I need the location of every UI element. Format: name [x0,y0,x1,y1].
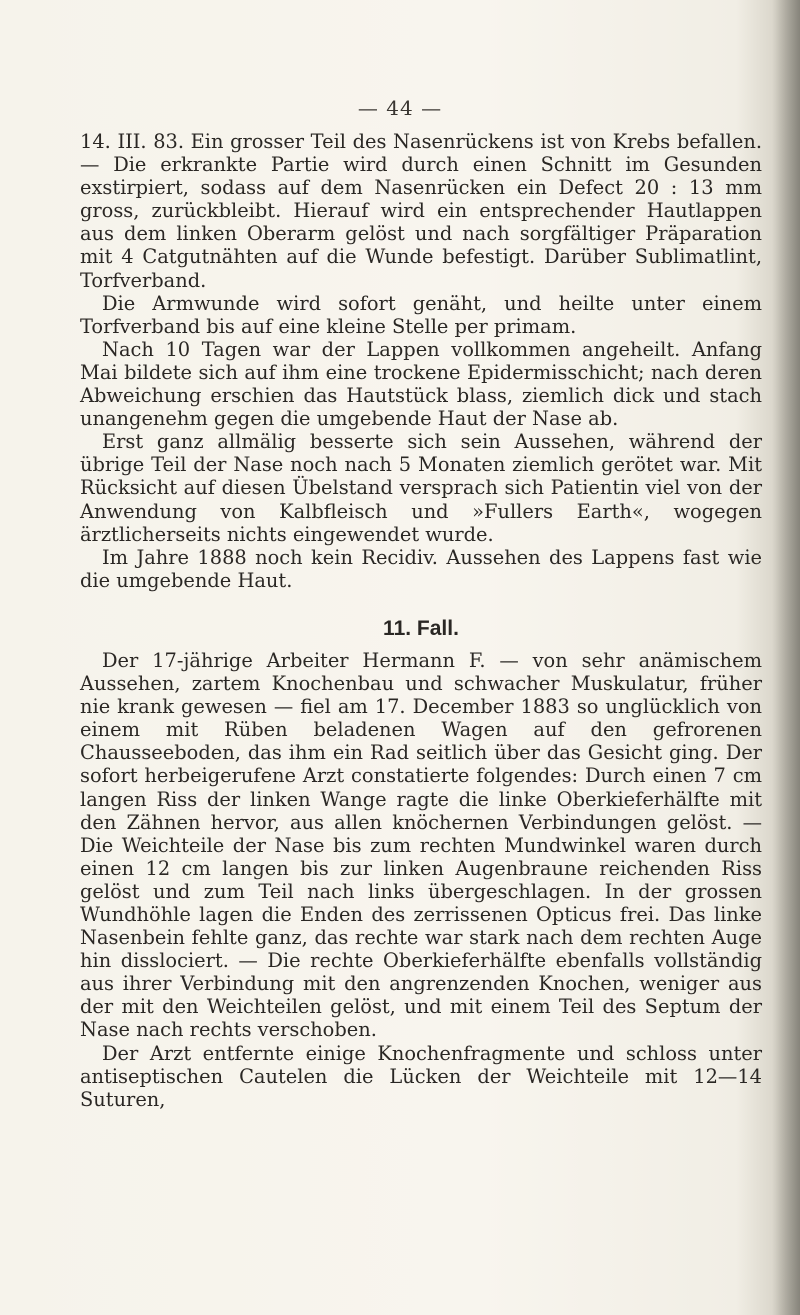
page-number-header: — 44 — [357,96,443,120]
section-heading: 11. Fall. [383,616,459,640]
paragraph-arm-wound: Die Armwunde wird sofort genäht, und heilte unter einem Torfverband bis auf eine kleine Stelle per primam. [80,291,762,338]
paragraph-healing: Nach 10 Tagen war der Lappen vollkommen angeheilt. Anfang Mai bildete sich auf ihm eine trockene Epidermisschicht; nach deren Abweichung erschien das Hautstück blass, ziemlich dick und stach unangenehm gegen die umgebende Haut der Nase ab. [80,337,762,431]
body-text [80,130,762,1111]
paragraph-case-11: Der 17-jährige Arbeiter Hermann F. — von sehr anämischem Aussehen, zartem Knochenbau und schwacher Muskulatur, früher nie krank gewesen — fiel am 17. December 1883 so unglücklich von einem mit Rüben beladenen Wagen auf den gefrorenen Chausseeboden, das ihm ein Rad seitlich über das Gesicht ging. Der sofort herbeigerufene Arzt constatierte folgendes: Durch einen 7 cm langen Riss der linken Wange ragte die linke Oberkieferhälfte mit den Zähnen hervor, aus allen knöchernen Verbindungen gelöst. — Die Weichteile der Nase bis zum rechten Mundwinkel waren durch einen 12 cm langen bis zur linken Augenbraune reichenden Riss gelöst und zum Teil nach links übergeschlagen. In der grossen Wundhöhle lagen die Enden des zerrissenen Opticus frei. Das linke Nasenbein fehlte ganz, das rechte war stark nach dem rechten Auge hin disslociert. — Die rechte Oberkieferhälfte ebenfalls vollständig aus ihrer Verbindung mit den angrenzenden Knochen, weniger aus der mit den Weichteilen gelöst, und mit einem Teil des Septum der Nase nach rechts verschoben. [80,648,762,1042]
paragraph-treatment: Der Arzt entfernte einige Knochenfragmente und schloss unter antiseptischen Cautelen die Lücken der Weichteile mit 12—14 Suturen, [80,1041,762,1111]
paragraph-case-report: 14. III. 83. Ein grosser Teil des Nasenrückens ist von Krebs befallen. — Die erkrankte Partie wird durch einen Schnitt im Gesunden exstirpiert, sodass auf dem Nasenrücken ein Defect 20 : 13 mm gross, zurückbleibt. Hierauf wird ein entsprechender Hautlappen aus dem linken Oberarm gelöst und nach sorgfältiger Präparation mit 4 Catgutnähten auf die Wunde befestigt. Darüber Sublimatlint, Torfverband. [80,130,762,292]
paragraph-improvement: Erst ganz allmälig besserte sich sein Aussehen, während der übrige Teil der Nase noch nach 5 Monaten ziemlich gerötet war. Mit Rücksicht auf diesen Übelstand versprach sich Patientin viel von der Anwendung von Kalbfleisch und »Fullers Earth«, wogegen ärztlicherseits nichts eingewendet wurde. [80,430,762,546]
paragraph-outcome: Im Jahre 1888 noch kein Recidiv. Aussehen des Lappens fast wie die umgebende Haut. [80,545,762,592]
page-edge-shadow [772,0,800,1315]
